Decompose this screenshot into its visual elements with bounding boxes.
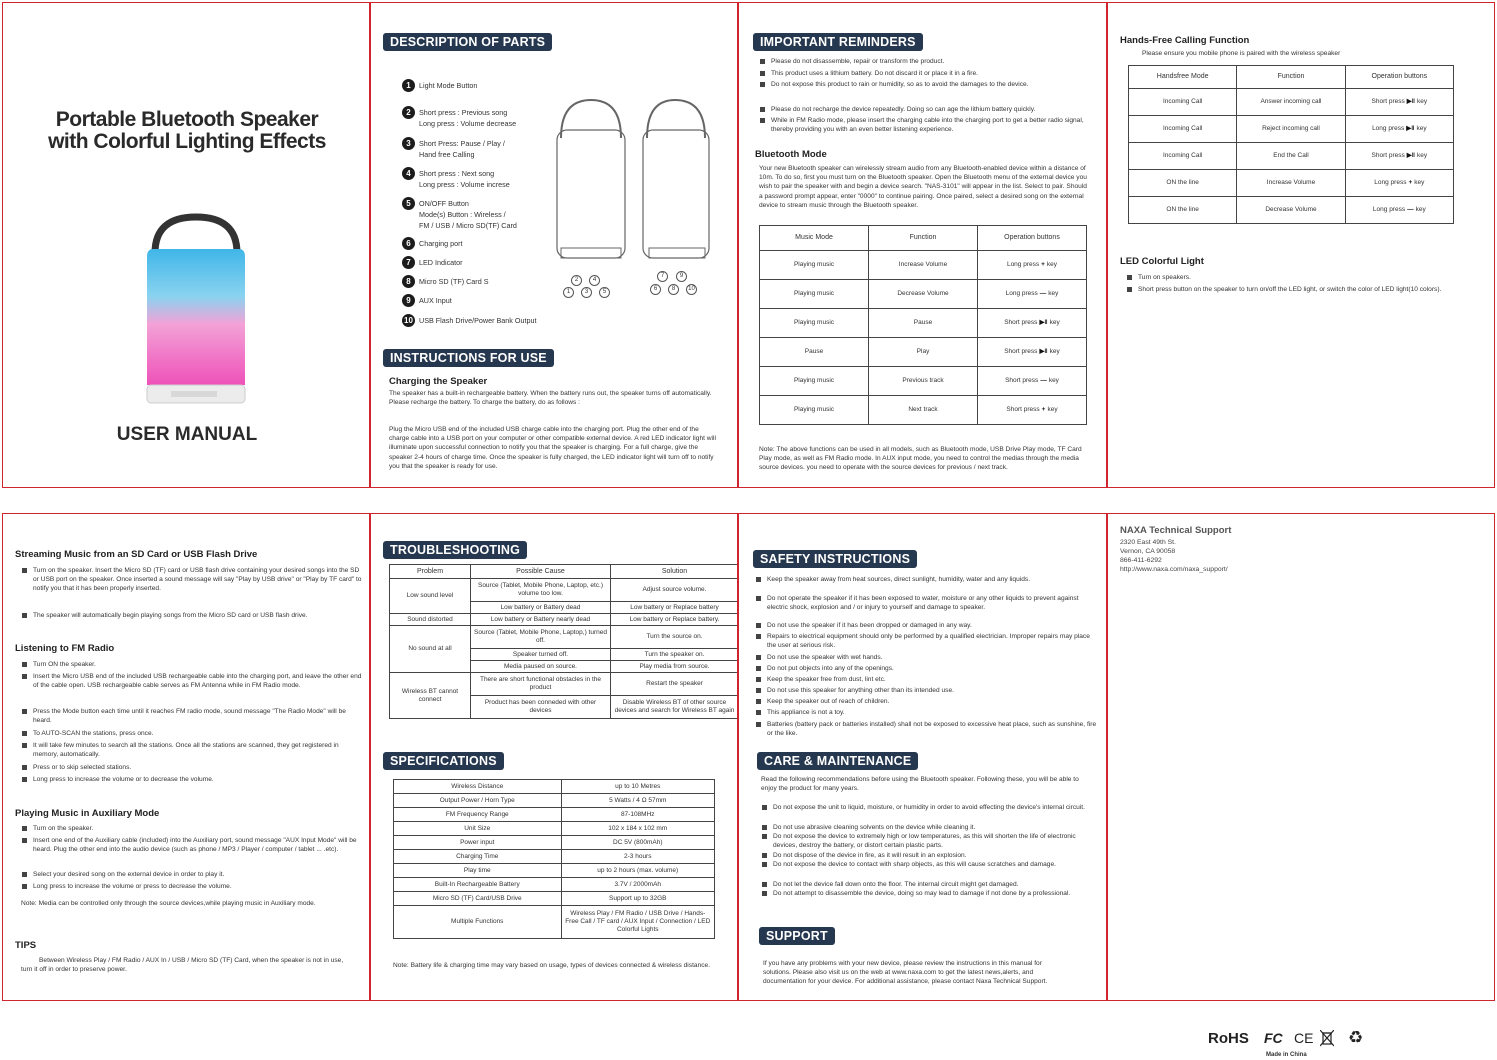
panel-cover [2, 2, 370, 488]
table-header-cell: Solution [611, 565, 739, 579]
spec-row [394, 808, 715, 822]
care-item: Do not expose the device to extremely high or low temperatures, as this will shorten the life of electronic devices, destroy the battery, or distort certain plastic parts. [761, 832, 1099, 850]
spec-value: up to 2 hours (max. volume) [561, 864, 715, 878]
spec-name: Play time [394, 864, 562, 878]
table-row [760, 280, 1087, 309]
bluetooth-title: Bluetooth Mode [755, 149, 827, 160]
part-text-6 [419, 238, 559, 249]
table-cell: Reject incoming call [1237, 116, 1345, 143]
care-item: Do not expose the unit to liquid, moisture, or humidity in order to avoid effecting the device's internal circuit. [761, 803, 1099, 812]
solution-cell: Adjust source volume. [611, 579, 739, 602]
operation-cell [1345, 197, 1453, 224]
table-row [1129, 89, 1454, 116]
plus-icon: + [1408, 179, 1413, 186]
op-key: key [1417, 98, 1428, 105]
part-line: Charging port [419, 239, 463, 248]
streaming-item-1: Turn on the speaker. Insert the Micro SD (TF) card or USB flash drive containing your desired songs into the SD or USB port on the speaker. Once inserted a sound message will say "Play by USB drive" or "Play by TF card" to notify you that it has been properly inserted. [21, 566, 363, 594]
spec-value: 3.7V / 2000mAh [561, 878, 715, 892]
solution-cell: Restart the speaker [611, 673, 739, 696]
speaker-diagram [553, 98, 713, 298]
table-row [1129, 116, 1454, 143]
table-header-cell: Handsfree Mode [1129, 66, 1237, 89]
tips-text: Between Wireless Play / FM Radio / AUX In / USB / Micro SD (TF) Card, when the speaker is not in use, turn it off in order to preserve power. [21, 957, 344, 974]
spec-row [394, 780, 715, 794]
part-number-10: 10 [402, 314, 415, 327]
aux-item: Insert one end of the Auxiliary cable (included) into the Auxiliary port, sound message "AUX Input Mode" will be heard. Plug the other end into the audio device (such as phone / MP3 / Player / computer / tablet ... .etc). [21, 836, 363, 854]
spec-name: Micro SD (TF) Card/USB Drive [394, 892, 562, 906]
safety-item: Repairs to electrical equipment should only be performed by a qualified electrician. Improper repairs may place the user at serious risk. [755, 632, 1097, 650]
part-text-5 [419, 198, 559, 231]
table-row [390, 614, 739, 626]
care-item: Do not use abrasive cleaning solvents on the device while cleaning it. [761, 823, 1099, 832]
charging-text-1: The speaker has a built-in rechargeable battery. When the battery runs out, the speaker turns off automatically. Please recharge the battery. To charge the battery, do as follows : [389, 390, 712, 407]
care-intro: Read the following recommendations before using the Bluetooth speaker. Following these, you will be able to enjoy the product for many years. [761, 776, 1079, 793]
solution-cell: Play media from source. [611, 661, 739, 673]
troubleshooting-header: TROUBLESHOOTING [383, 541, 527, 559]
part-text-9 [419, 295, 559, 306]
cause-cell: Low battery or Battery nearly dead [471, 614, 611, 626]
spec-name: Multiple Functions [394, 906, 562, 939]
diagram-label-7: 7 [657, 271, 668, 282]
table-header-cell: Operation buttons [1345, 66, 1453, 89]
panel-safety [738, 513, 1107, 1001]
aux-item: Turn on the speaker. [21, 824, 363, 833]
panel-contact [1107, 513, 1495, 1001]
op-key: key [1049, 319, 1060, 326]
spec-value: DC 5V (800mAh) [561, 836, 715, 850]
charging-title: Charging the Speaker [389, 376, 488, 387]
op-key: key [1047, 406, 1058, 413]
spec-value: 5 Watts / 4 Ω 57mm [561, 794, 715, 808]
tips-title: TIPS [15, 940, 37, 951]
diagram-label-5: 5 [599, 287, 610, 298]
specifications-header: SPECIFICATIONS [383, 752, 504, 770]
table-cell: Playing music [760, 396, 869, 425]
part-text-7 [419, 257, 559, 268]
diagram-label-3: 3 [581, 287, 592, 298]
panel-handsfree [1107, 2, 1495, 488]
op-press: Long press [1374, 179, 1407, 186]
operation-cell [1345, 89, 1453, 116]
safety-item: Do not use the speaker if it has been dropped or damaged in any way. [755, 621, 1097, 630]
diagram-label-4: 4 [589, 275, 600, 286]
fm-item: Press the Mode button each time until it reaches FM radio mode, sound message "The Radio Mode" will be heard. [21, 707, 363, 725]
spec-value: 102 x 184 x 102 mm [561, 822, 715, 836]
solution-cell: Low battery or Replace battery. [611, 614, 739, 626]
table-cell: Playing music [760, 251, 869, 280]
op-press: Long press [1006, 261, 1040, 268]
part-line: USB Flash Drive/Power Bank Output [419, 316, 537, 325]
plus-icon: + [1041, 261, 1045, 268]
play-icon: ▶‖ [1406, 152, 1415, 159]
part-number-6: 6 [402, 237, 415, 250]
table-cell: Playing music [760, 280, 869, 309]
fm-item: It will take few minutes to search all the stations. Once all the stations are scanned, they get registered in memory, automatically. [21, 741, 363, 759]
op-key: key [1416, 125, 1427, 132]
aux-item: Select your desired song on the external device in order to play it. [21, 870, 363, 879]
panel-troubleshooting [370, 513, 738, 1001]
part-number-4: 4 [402, 167, 415, 180]
table-header-cell: Music Mode [760, 226, 869, 251]
play-icon: ▶‖ [1406, 125, 1415, 132]
part-line: Hand free Calling [419, 150, 475, 159]
problem-cell: No sound at all [390, 626, 471, 673]
op-press: Long press [1005, 290, 1038, 297]
table-row [390, 579, 739, 602]
made-in: Made in China [1266, 1052, 1307, 1058]
table-row [390, 626, 739, 649]
spec-name: Output Power / Horn Type [394, 794, 562, 808]
operation-cell [978, 396, 1087, 425]
play-icon: ▶‖ [1039, 319, 1048, 326]
reminder-item: Do not expose this product to rain or humidity, so as to avoid the damages to the device. [759, 80, 1091, 89]
operation-cell [978, 251, 1087, 280]
op-press: Long press [1372, 125, 1405, 132]
spec-row [394, 892, 715, 906]
plus-icon: + [1041, 406, 1046, 413]
fm-item: Long press to increase the volume or to decrease the volume. [21, 775, 363, 784]
op-key: key [1046, 261, 1058, 268]
safety-item: Keep the speaker out of reach of children. [755, 697, 1097, 706]
spec-row [394, 878, 715, 892]
op-key: key [1415, 206, 1426, 213]
solution-cell: Disable Wireless BT of other source devices and search for Wireless BT again [611, 696, 739, 719]
contact-line: Vernon, CA 90058 [1120, 548, 1176, 555]
op-press: Short press [1004, 319, 1038, 326]
table-header-row [390, 565, 739, 579]
table-cell: Playing music [760, 309, 869, 338]
part-number-3: 3 [402, 137, 415, 150]
op-key: key [1048, 290, 1059, 297]
cause-cell: Speaker turned off. [471, 649, 611, 661]
spec-value: Support up to 32GB [561, 892, 715, 906]
solution-cell: Turn the source on. [611, 626, 739, 649]
operation-cell [1345, 170, 1453, 197]
part-line: Long press : Volume decrease [419, 119, 517, 128]
table-row [390, 673, 739, 696]
aux-item: Long press to increase the volume or press to decrease the volume. [21, 882, 363, 891]
led-item-2: Short press button on the speaker to turn on/off the LED light, or switch the color of LED light(10 colors). [1126, 285, 1468, 294]
cause-cell: Media paused on source. [471, 661, 611, 673]
part-line: LED Indicator [419, 258, 463, 267]
table-row [1129, 197, 1454, 224]
part-text-8 [419, 276, 559, 287]
streaming-item-2: The speaker will automatically begin playing songs from the Micro SD card or USB flash drive. [21, 611, 363, 620]
spec-row [394, 822, 715, 836]
play-icon: ▶‖ [1039, 348, 1048, 355]
part-line: Short press : Next song [419, 169, 495, 178]
operation-cell [1345, 143, 1453, 170]
specifications-table [393, 779, 715, 939]
handsfree-table [1128, 65, 1454, 224]
reminder-item: Please do not recharge the device repeatedly. Doing so can age the lithium battery quickly. [759, 105, 1091, 114]
bluetooth-table [759, 225, 1087, 425]
panel-reminders [738, 2, 1107, 488]
table-cell: Play [869, 338, 978, 367]
part-line: AUX Input [419, 296, 452, 305]
cause-cell: Source (Tablet, Mobile Phone, Laptop,) turned off. [471, 626, 611, 649]
handsfree-subtitle: Please ensure you mobile phone is paired with the wireless speaker [1142, 50, 1341, 57]
table-cell: Next track [869, 396, 978, 425]
table-header-cell: Operation buttons [978, 226, 1087, 251]
rohs-logo: RoHS [1208, 1030, 1249, 1047]
fm-item: Turn ON the speaker. [21, 660, 363, 669]
part-number-7: 7 [402, 256, 415, 269]
safety-header: SAFETY INSTRUCTIONS [753, 550, 917, 568]
user-manual-title: USER MANUAL [116, 424, 258, 445]
table-row [760, 251, 1087, 280]
table-cell: ON the line [1129, 170, 1237, 197]
spec-value: 87-108MHz [561, 808, 715, 822]
cause-cell: Product has been conneded with other devices [471, 696, 611, 719]
part-line: Light Mode Button [419, 81, 478, 90]
minus-icon: — [1407, 206, 1414, 213]
spec-row [394, 836, 715, 850]
op-press: Short press [1006, 406, 1040, 413]
reminder-item: Please do not disassemble, repair or transform the product. [759, 57, 1091, 66]
part-text-4 [419, 168, 559, 190]
bluetooth-note: Note: The above functions can be used in all models, such as Bluetooth mode, USB Drive Play mode, TF Card Play mode, as well as FM Radio mode. In AUX input mode, you need to control the medias through the media source devices. you need to operate with the source devices for previous / next track. [759, 446, 1082, 472]
part-line: ON/OFF Button [419, 199, 469, 208]
op-press: Short press [1004, 348, 1038, 355]
table-cell: Answer incoming call [1237, 89, 1345, 116]
op-key: key [1049, 348, 1060, 355]
table-header-row [760, 226, 1087, 251]
part-number-9: 9 [402, 294, 415, 307]
part-line: Mode(s) Button : Wireless / [419, 210, 506, 219]
footer-logos [1208, 1028, 1378, 1056]
safety-item: Do not operate the speaker if it has been exposed to water, moisture or any other liquids to prevent against electric shock, explosion and / or injury to yourself and damage to speaker. [755, 594, 1097, 612]
led-title: LED Colorful Light [1120, 256, 1204, 267]
operation-cell [978, 338, 1087, 367]
spec-value: 2-3 hours [561, 850, 715, 864]
table-header-row [1129, 66, 1454, 89]
problem-cell: Low sound level [390, 579, 471, 614]
spec-name: Power input [394, 836, 562, 850]
table-cell: ON the line [1129, 197, 1237, 224]
operation-cell [978, 280, 1087, 309]
safety-item: Keep the speaker away from heat sources, direct sunlight, humidity, water and any liquids. [755, 575, 1097, 584]
table-row [1129, 143, 1454, 170]
streaming-title: Streaming Music from an SD Card or USB Flash Drive [15, 549, 258, 560]
operation-cell [978, 367, 1087, 396]
operation-cell [1345, 116, 1453, 143]
diagram-label-1: 1 [563, 287, 574, 298]
spec-value: Wireless Play / FM Radio / USB Drive / Hands-Free Call / TF card / AUX Input / Connection / LED Colorful Lights [561, 906, 715, 939]
problem-cell: Wireless BT cannot connect [390, 673, 471, 719]
instructions-header: INSTRUCTIONS FOR USE [383, 349, 554, 367]
part-number-2: 2 [402, 106, 415, 119]
aux-title: Playing Music in Auxiliary Mode [15, 808, 160, 819]
minus-icon: — [1039, 290, 1047, 297]
reminder-item: While in FM Radio mode, please insert the charging cable into the charging port to get a better radio signal, thereby providing you with an even better listening experience. [759, 116, 1091, 134]
diagram-label-8: 8 [668, 284, 679, 295]
table-cell: Incoming Call [1129, 89, 1237, 116]
op-key: key [1414, 179, 1425, 186]
fc-logo: FC [1264, 1030, 1283, 1046]
table-row [1129, 170, 1454, 197]
table-cell: Previous track [869, 367, 978, 396]
part-line: Micro SD (TF) Card S [419, 277, 489, 286]
safety-item: Do not put objects into any of the openings. [755, 664, 1097, 673]
part-line: Long press : Volume increse [419, 180, 510, 189]
bluetooth-text: Your new Bluetooth speaker can wirelessly stream audio from any Bluetooth-enabled device within a distance of 10m. To do so, first you must turn on the Bluetooth speaker. Open the Bluetooth menu of the external device you wish to pair the speaker with and begin a device search. "NAS-3101" will appear in the list. Select to pair. Should a password prompt appear, enter "0000" to continue pairing. Once paired, select a desired song on the external device to stream music through the Bluetooth speaker. [759, 165, 1087, 209]
table-header-cell: Problem [390, 565, 471, 579]
minus-icon: — [1040, 377, 1047, 384]
diagram-label-10: 10 [686, 284, 697, 295]
op-press: Long press [1372, 206, 1406, 213]
handsfree-title: Hands-Free Calling Function [1120, 35, 1250, 46]
solution-cell: Low battery or Replace battery [611, 602, 739, 614]
op-key: key [1048, 377, 1059, 384]
table-header-cell: Possible Cause [471, 565, 611, 579]
part-line: Short press : Previous song [419, 108, 508, 117]
table-cell: Increase Volume [869, 251, 978, 280]
cause-cell: Source (Tablet, Mobile Phone, Laptop, etc.) volume too low. [471, 579, 611, 602]
part-text-3 [419, 138, 559, 160]
part-line: FM / USB / Micro SD(TF) Card [419, 221, 517, 230]
part-number-8: 8 [402, 275, 415, 288]
spec-row [394, 794, 715, 808]
spec-value: up to 10 Metres [561, 780, 715, 794]
table-header-cell: Function [1237, 66, 1345, 89]
table-row [760, 367, 1087, 396]
panel-parts [370, 2, 738, 488]
contact-lines [1120, 538, 1228, 574]
safety-item: This appliance is not a toy. [755, 708, 1097, 717]
table-row [760, 396, 1087, 425]
contact-line: 2320 East 49th St. [1120, 539, 1176, 546]
table-row [760, 309, 1087, 338]
support-text: If you have any problems with your new device, please review the instructions in this manual for solutions. Please also visit us on the web at www.naxa.com to get the latest news,alerts, and documentation for your device. For additional assistance, please contact Naxa Technical Support. [763, 960, 1048, 986]
specs-note: Note: Battery life & charging time may vary based on usage, types of devices connected & wireless distance. [393, 962, 711, 969]
safety-item: Do not use this speaker for anything other than its intended use. [755, 686, 1097, 695]
op-press: Short press [1371, 152, 1405, 159]
part-number-1: 1 [402, 79, 415, 92]
table-cell: Pause [760, 338, 869, 367]
play-icon: ▶‖ [1406, 98, 1415, 105]
contact-line: http://www.naxa.com/naxa_support/ [1120, 566, 1228, 573]
table-cell: Playing music [760, 367, 869, 396]
problem-cell: Sound distorted [390, 614, 471, 626]
table-cell: Increase Volume [1237, 170, 1345, 197]
fm-item: To AUTO-SCAN the stations, press once. [21, 729, 363, 738]
spec-row [394, 864, 715, 878]
diagram-label-2: 2 [571, 275, 582, 286]
spec-name: Built-In Rechargeable Battery [394, 878, 562, 892]
charging-text-2: Plug the Micro USB end of the included USB charge cable into the charging port. Plug the other end of the charge cable into a USB port on your computer or other compatible external device. A red LED indicator light will illuminate upon successful connection to notify you that the speaker is charging. For a full charge, give the speaker 2-4 hours of charge time. Once the speaker is fully charged, the LED indicator light will turn off to notify you that the speaker is ready for use. [389, 426, 716, 470]
care-item: Do not let the device fall down onto the floor. The internal circuit might get damaged. [761, 880, 1099, 889]
weee-bin-icon [1320, 1030, 1334, 1048]
spec-name: Charging Time [394, 850, 562, 864]
table-cell: Pause [869, 309, 978, 338]
part-text-1 [419, 80, 559, 91]
reminder-item: This product uses a lithium battery. Do not discard it or place it in a fire. [759, 69, 1091, 78]
fm-item: Insert the Micro USB end of the included USB rechargeable cable into the charging port, and leave the other end of the cable open. USB rechargeable cable serves as FM Antenna while in FM Radio mode. [21, 672, 363, 690]
support-header: SUPPORT [759, 927, 835, 945]
part-line: Short Press: Pause / Play / [419, 139, 505, 148]
cover-title: Portable Bluetooth Speaker with Colorful Lighting Effects [48, 108, 326, 153]
part-text-2 [419, 107, 559, 129]
recycle-icon: ♻ [1348, 1028, 1364, 1047]
safety-item: Keep the speaker free from dust, lint etc. [755, 675, 1097, 684]
fm-item: Press or to skip selected stations. [21, 763, 363, 772]
contact-line: 866-411-6292 [1120, 557, 1162, 564]
panel-streaming [2, 513, 370, 1001]
spec-name: Wireless Distance [394, 780, 562, 794]
operation-cell [978, 309, 1087, 338]
led-item-1: Turn on speakers. [1126, 273, 1468, 282]
part-number-5: 5 [402, 197, 415, 210]
contact-title: NAXA Technical Support [1120, 525, 1232, 536]
reminders-header: IMPORTANT REMINDERS [753, 33, 923, 51]
care-item: Do not attempt to disassemble the device, doing so may lead to damage if not done by a professional. [761, 889, 1099, 898]
speaker-illustration [141, 213, 251, 413]
table-header-cell: Function [869, 226, 978, 251]
diagram-label-6: 6 [650, 284, 661, 295]
table-cell: Decrease Volume [1237, 197, 1345, 224]
op-key: key [1417, 152, 1428, 159]
table-row [760, 338, 1087, 367]
table-cell: End the Call [1237, 143, 1345, 170]
spec-row [394, 850, 715, 864]
diagram-label-9: 9 [676, 271, 687, 282]
ce-logo: CE [1294, 1030, 1314, 1046]
spec-name: Unit Size [394, 822, 562, 836]
troubleshooting-table [389, 564, 738, 719]
table-cell: Incoming Call [1129, 143, 1237, 170]
table-cell: Incoming Call [1129, 116, 1237, 143]
care-item: Do not dispose of the device in fire, as it will result in an explosion. [761, 851, 1099, 860]
parts-header: DESCRIPTION OF PARTS [383, 33, 552, 51]
safety-item: Do not use the speaker with wet hands. [755, 653, 1097, 662]
safety-item: Batteries (battery pack or batteries installed) shall not be exposed to excessive heat place, such as sunshine, fire or the like. [755, 720, 1097, 738]
care-item: Do not expose the device to contact with sharp objects, as this will cause scratches and damage. [761, 860, 1099, 869]
care-header: CARE & MAINTENANCE [757, 752, 918, 770]
spec-row [394, 906, 715, 939]
table-cell: Decrease Volume [869, 280, 978, 309]
spec-name: FM Frequency Range [394, 808, 562, 822]
aux-note: Note: Media can be controlled only through the source devices,while playing music in Auxiliary mode. [21, 900, 316, 907]
solution-cell: Turn the speaker on. [611, 649, 739, 661]
op-press: Short press [1371, 98, 1405, 105]
part-text-10 [419, 315, 559, 326]
op-press: Short press [1005, 377, 1039, 384]
fm-title: Listening to FM Radio [15, 643, 115, 654]
cause-cell: Low battery or Battery dead [471, 602, 611, 614]
cause-cell: There are short functional obstacles in the product [471, 673, 611, 696]
